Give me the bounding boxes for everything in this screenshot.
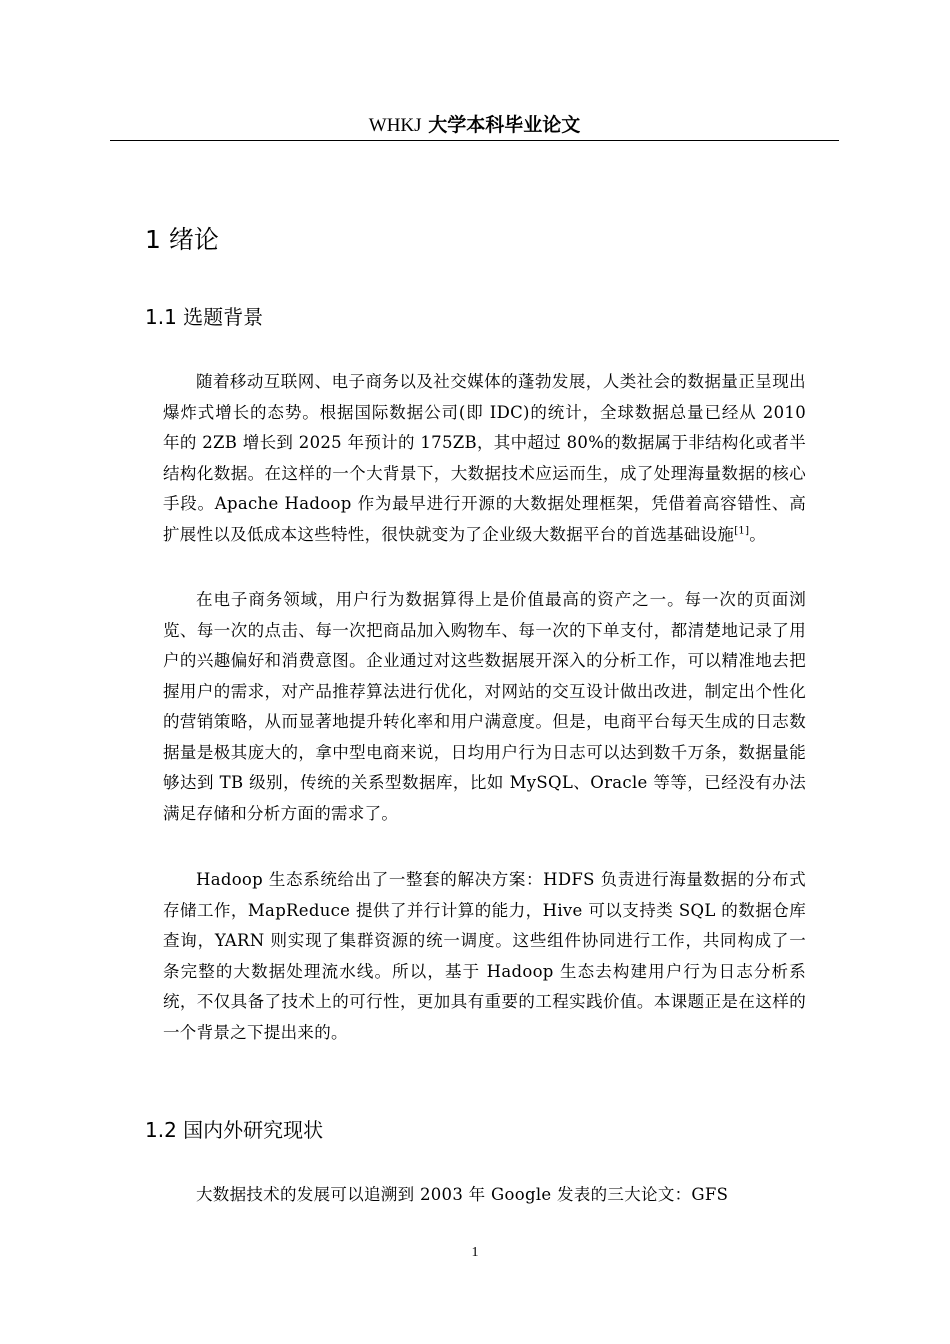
running-header [110,112,839,139]
chapter-heading: 1 绪论 [145,225,219,254]
section-heading-1-2: 1.2 国内外研究现状 [145,1118,324,1142]
header-title: 大学本科毕业论文 [428,114,581,136]
paragraph-4: 大数据技术的发展可以追溯到 2003 年 Google 发表的三大论文：GFS [196,1185,729,1204]
section-heading-1-1: 1.1 选题背景 [145,305,264,329]
citation-ref[interactable]: [1] [734,525,750,536]
header-rule [110,140,839,141]
header-latin: WHKJ [368,115,422,136]
paragraph-1-text: 随着移动互联网、电子商务以及社交媒体的蓬勃发展，人类社会的数据量正呈现出爆炸式增长的态势。根据国际数据公司(即 IDC)的统计，全球数据总量已经从 2010 年的 2ZB 增长到 2025 年预计的 175ZB，其中超过 80%的数据属于非结构化或者半结构化数据。在这样的一个大背景下，大数据技术应运而生，成了处理海量数据的核心手段。Apache Hadoop 作为最早进行开源的大数据处理框架，凭借着高容错性、高扩展性以及低成本这些特性，很快就变为了企业级大数据平台的首选基础设施 [163,372,806,544]
paragraph-1-end: 。 [749,524,767,544]
paragraph-1 [163,367,806,550]
page-number: 1 [471,1245,479,1260]
paragraph-2: 在电子商务领域，用户行为数据算得上是价值最高的资产之一。每一次的页面浏览、每一次的点击、每一次把商品加入购物车、每一次的下单支付，都清楚地记录了用户的兴趣偏好和消费意图。企业通过对这些数据展开深入的分析工作，可以精准地去把握用户的需求，对产品推荐算法进行优化，对网站的交互设计做出改进，制定出个性化的营销策略，从而显著地提升转化率和用户满意度。但是，电商平台每天生成的日志数据量是极其庞大的，拿中型电商来说，日均用户行为日志可以达到数千万条，数据量能够达到 TB 级别，传统的关系型数据库，比如 MySQL、Oracle 等等，已经没有办法满足存储和分析方面的需求了。 [163,590,806,823]
paragraph-3: Hadoop 生态系统给出了一整套的解决方案：HDFS 负责进行海量数据的分布式存储工作，MapReduce 提供了并行计算的能力，Hive 可以支持类 SQL 的数据仓库查询，YARN 则实现了集群资源的统一调度。这些组件协同进行工作，共同构成了一条完整的大数据处理流水线。所以，基于 Hadoop 生态去构建用户行为日志分析系统，不仅具备了技术上的可行性，更加具有重要的工程实践价值。本课题正是在这样的一个背景之下提出来的。 [163,870,806,1042]
